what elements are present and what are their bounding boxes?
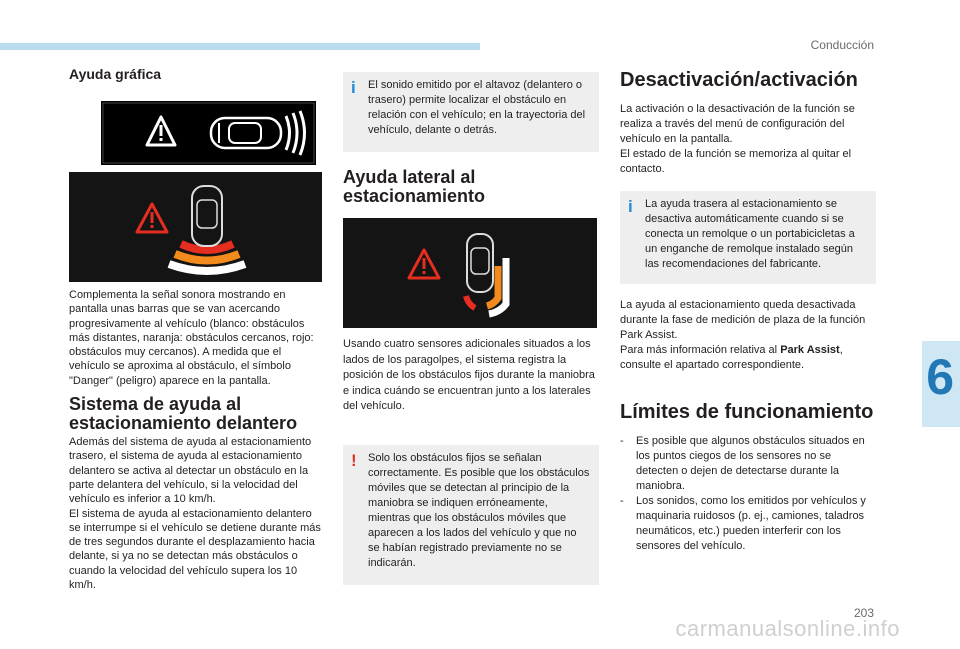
column-middle (343, 72, 599, 585)
list-item: - Los sonidos, como los emitidos por vehículos y maquinaria ruidosos (p. ej., camiones, taladros neumáticos, etc.) pueden interferir con los sensores del vehículo. (620, 494, 876, 554)
column-left (69, 66, 325, 592)
chapter-title: Conducción (810, 38, 874, 52)
list-item: - Es posible que algunos obstáculos situados en los puntos ciegos de los sensores no se detecten o dejen de detectarse durante la maniobra. (620, 434, 876, 494)
car-topview-icon (467, 234, 493, 292)
car-topview-icon (192, 186, 222, 246)
figure-lateral-display (343, 218, 597, 328)
info-note-speaker (343, 72, 599, 152)
chapter-number: 6 (926, 349, 954, 405)
watermark: carmanualsonline.info (675, 616, 900, 641)
dashboard-display-graphic (101, 101, 316, 165)
heading-graphic-aid: Ayuda gráfica (69, 66, 162, 82)
info-icon: i (351, 78, 356, 97)
warning-icon: ! (351, 450, 357, 470)
info-note-text: La ayuda trasera al estacionamiento se desactiva automáticamente cuando si se conecta un remolque o un portabicicletas a un enganche de remolque instalado según las recomendaciones del fabricante. (645, 198, 855, 270)
lateral-display-graphic (343, 218, 597, 328)
heading-lateral-parking-aid: Ayuda lateral al estacionamiento (343, 167, 486, 206)
page-number: 203 (853, 606, 874, 620)
warning-note-fixed-obstacles (343, 445, 599, 585)
danger-triangle-icon (409, 250, 439, 278)
park-assist-paragraph-1: La ayuda al estacionamiento queda desactivada durante la fase de medición de plaza de la función Park Assist. (620, 299, 866, 341)
sensor-bars (169, 244, 245, 271)
park-assist-text-after: , consulte el apartado correspondiente. (620, 344, 843, 371)
park-assist-paragraph-2 (620, 343, 876, 373)
deactivation-paragraph-1: La activación o la desactivación de la función se realiza a través del menú de configuración del vehículo en la pantalla. (620, 103, 855, 145)
screen-display-graphic (69, 172, 322, 282)
figure-dashboard-display (101, 101, 316, 165)
column-right (620, 66, 876, 554)
front-aid-paragraph-1: Además del sistema de ayuda al estacionamiento trasero, el sistema de ayuda al estacionamiento delantero se activa al detectar un obstáculo en la parte delantera del vehículo, si la velocidad del vehículo es inferior a 10 km/h. (69, 436, 312, 506)
info-icon: i (628, 197, 633, 216)
front-aid-paragraph-2: El sistema de ayuda al estacionamiento delantero se interrumpe si el vehículo se detiene durante más de tres segundos durante el desplazamiento hacia delante, si ya no se detectan más obstáculos o cuando la velocidad del vehículo supera los 10 km/h. (69, 507, 321, 592)
info-note-trailer (620, 191, 876, 284)
danger-triangle-icon (137, 204, 167, 232)
heading-operating-limits: Límites de funcionamiento (620, 401, 874, 423)
park-assist-bold: Park Assist (780, 344, 840, 356)
graphic-description: Complementa la señal sonora mostrando en pantalla unas barras que se van acercando progresivamente al vehículo (blanco: obstáculos más distantes, naranja: obstáculos cercanos, rojo: obstáculos muy cercanos). A medida que el vehículo se aproxima al obstáculo, el símbolo "Danger" (peligro) aparece en la pantalla. (69, 289, 314, 387)
header-bar (0, 43, 480, 50)
heading-deactivation: Desactivación/activación (620, 69, 858, 91)
park-assist-text-before: Para más información relativa al (620, 344, 781, 356)
limits-list (620, 434, 876, 554)
heading-front-parking-aid: Sistema de ayuda al estacionamiento delantero (69, 394, 298, 434)
deactivation-paragraph-2: El estado de la función se memoriza al quitar el contacto. (620, 148, 852, 175)
figure-screen-display (69, 172, 322, 282)
warning-note-text: Solo los obstáculos fijos se señalan correctamente. Es posible que los obstáculos móviles que se detectan al principio de la maniobra se indiquen erróneamente, mientras que los obstáculos móviles que aparecen a los lados del vehículo y que no se habían registrado previamente no se indicarán. (368, 451, 590, 569)
info-note-text: El sonido emitido por el altavoz (delantero o trasero) permite localizar el obstáculo en relación con el vehículo; en la trayectoria del vehículo, delante o detrás. (368, 79, 586, 136)
lateral-aid-paragraph: Usando cuatro sensores adicionales situados a los lados de los paragolpes, el sistema registra la posición de los obstáculos fijos durante la maniobra e indica cuándo se encuentran junto a los laterales del vehículo. (343, 338, 595, 412)
